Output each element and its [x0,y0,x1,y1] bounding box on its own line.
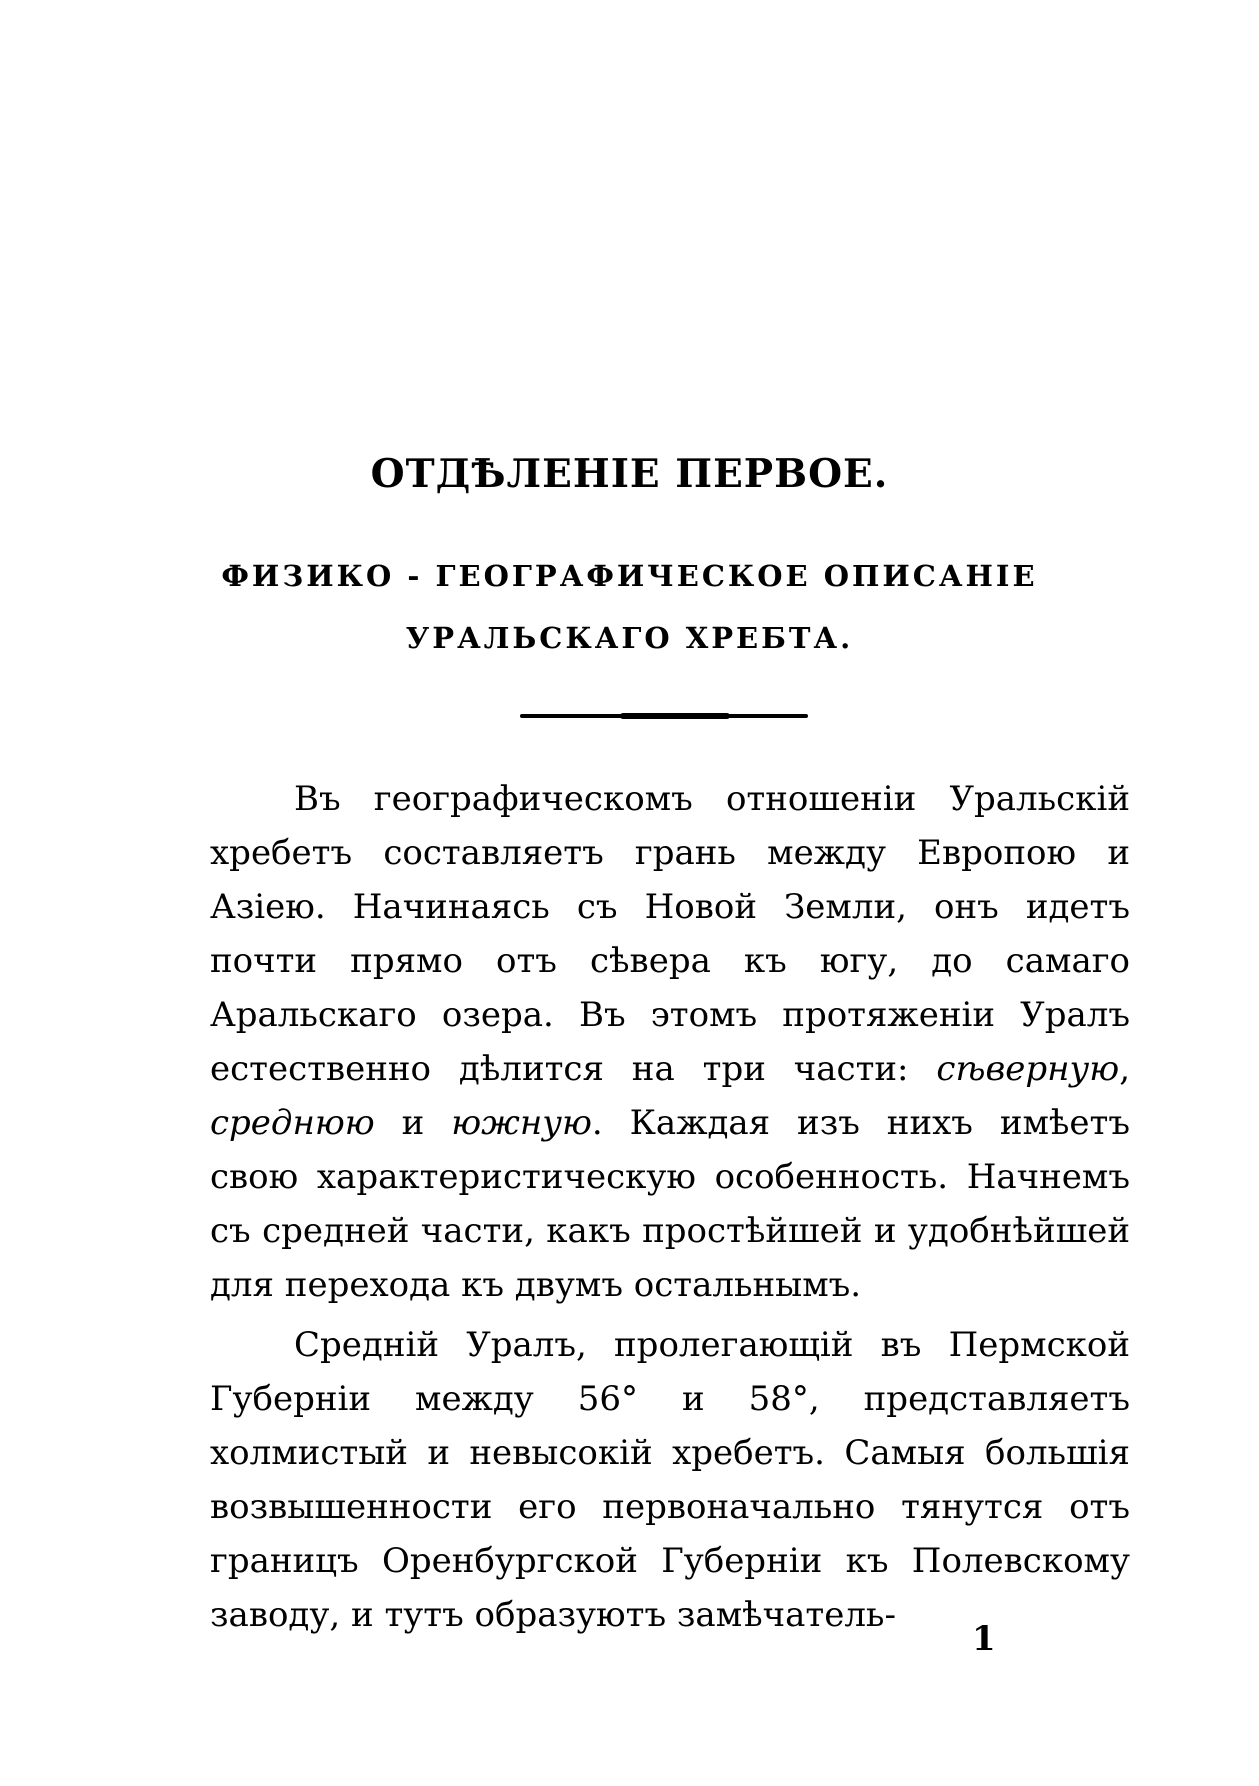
chapter-subtitle-line-2: УРАЛЬСКАГО ХРЕБТА. [405,621,854,655]
chapter-subtitle-line-1: ФИЗИКО - ГЕОГРАФИЧЕСКОЕ ОПИСАНІЕ [221,559,1038,593]
paragraph-1 [210,772,1130,1312]
term-northern: сѣверную [936,1049,1120,1089]
separator-and: и [374,1103,452,1143]
separator-comma: , [1119,1049,1130,1089]
decorative-rule [520,714,808,718]
paragraph-2 [210,1318,1130,1642]
section-title: ОТДѢЛЕНІЕ ПЕРВОЕ. [370,451,889,497]
paragraph-1-text-a: Въ географическомъ отношеніи Уральскій хребетъ составляетъ грань между Европою и Азіею. Начинаясь съ Новой Земли, онъ идетъ почти прямо отъ сѣвера къ югу, до самаго Аральскаго озера. Въ этомъ протяженіи Уралъ естественно дѣлится на три части: [210,779,1130,1089]
term-southern: южную [451,1103,592,1143]
paragraph-1-text-b: . Каждая изъ нихъ имѣетъ свою характеристическую особенность. Начнемъ съ средней части, какъ простѣйшей и удобнѣйшей для перехода къ двумъ остальнымъ. [210,1103,1130,1305]
paragraph-2-text: Средній Уралъ, пролегающій въ Пермской Губерніи между 56° и 58°, представляетъ холмистый и невысокій хребетъ. Самыя большія возвышенности его первоначально тянутся отъ границъ Оренбургской Губерніи къ Полевскому заводу, и тутъ образуютъ замѣчатель- [210,1325,1130,1635]
page-number: 1 [972,1619,996,1659]
term-middle: среднюю [210,1103,375,1143]
